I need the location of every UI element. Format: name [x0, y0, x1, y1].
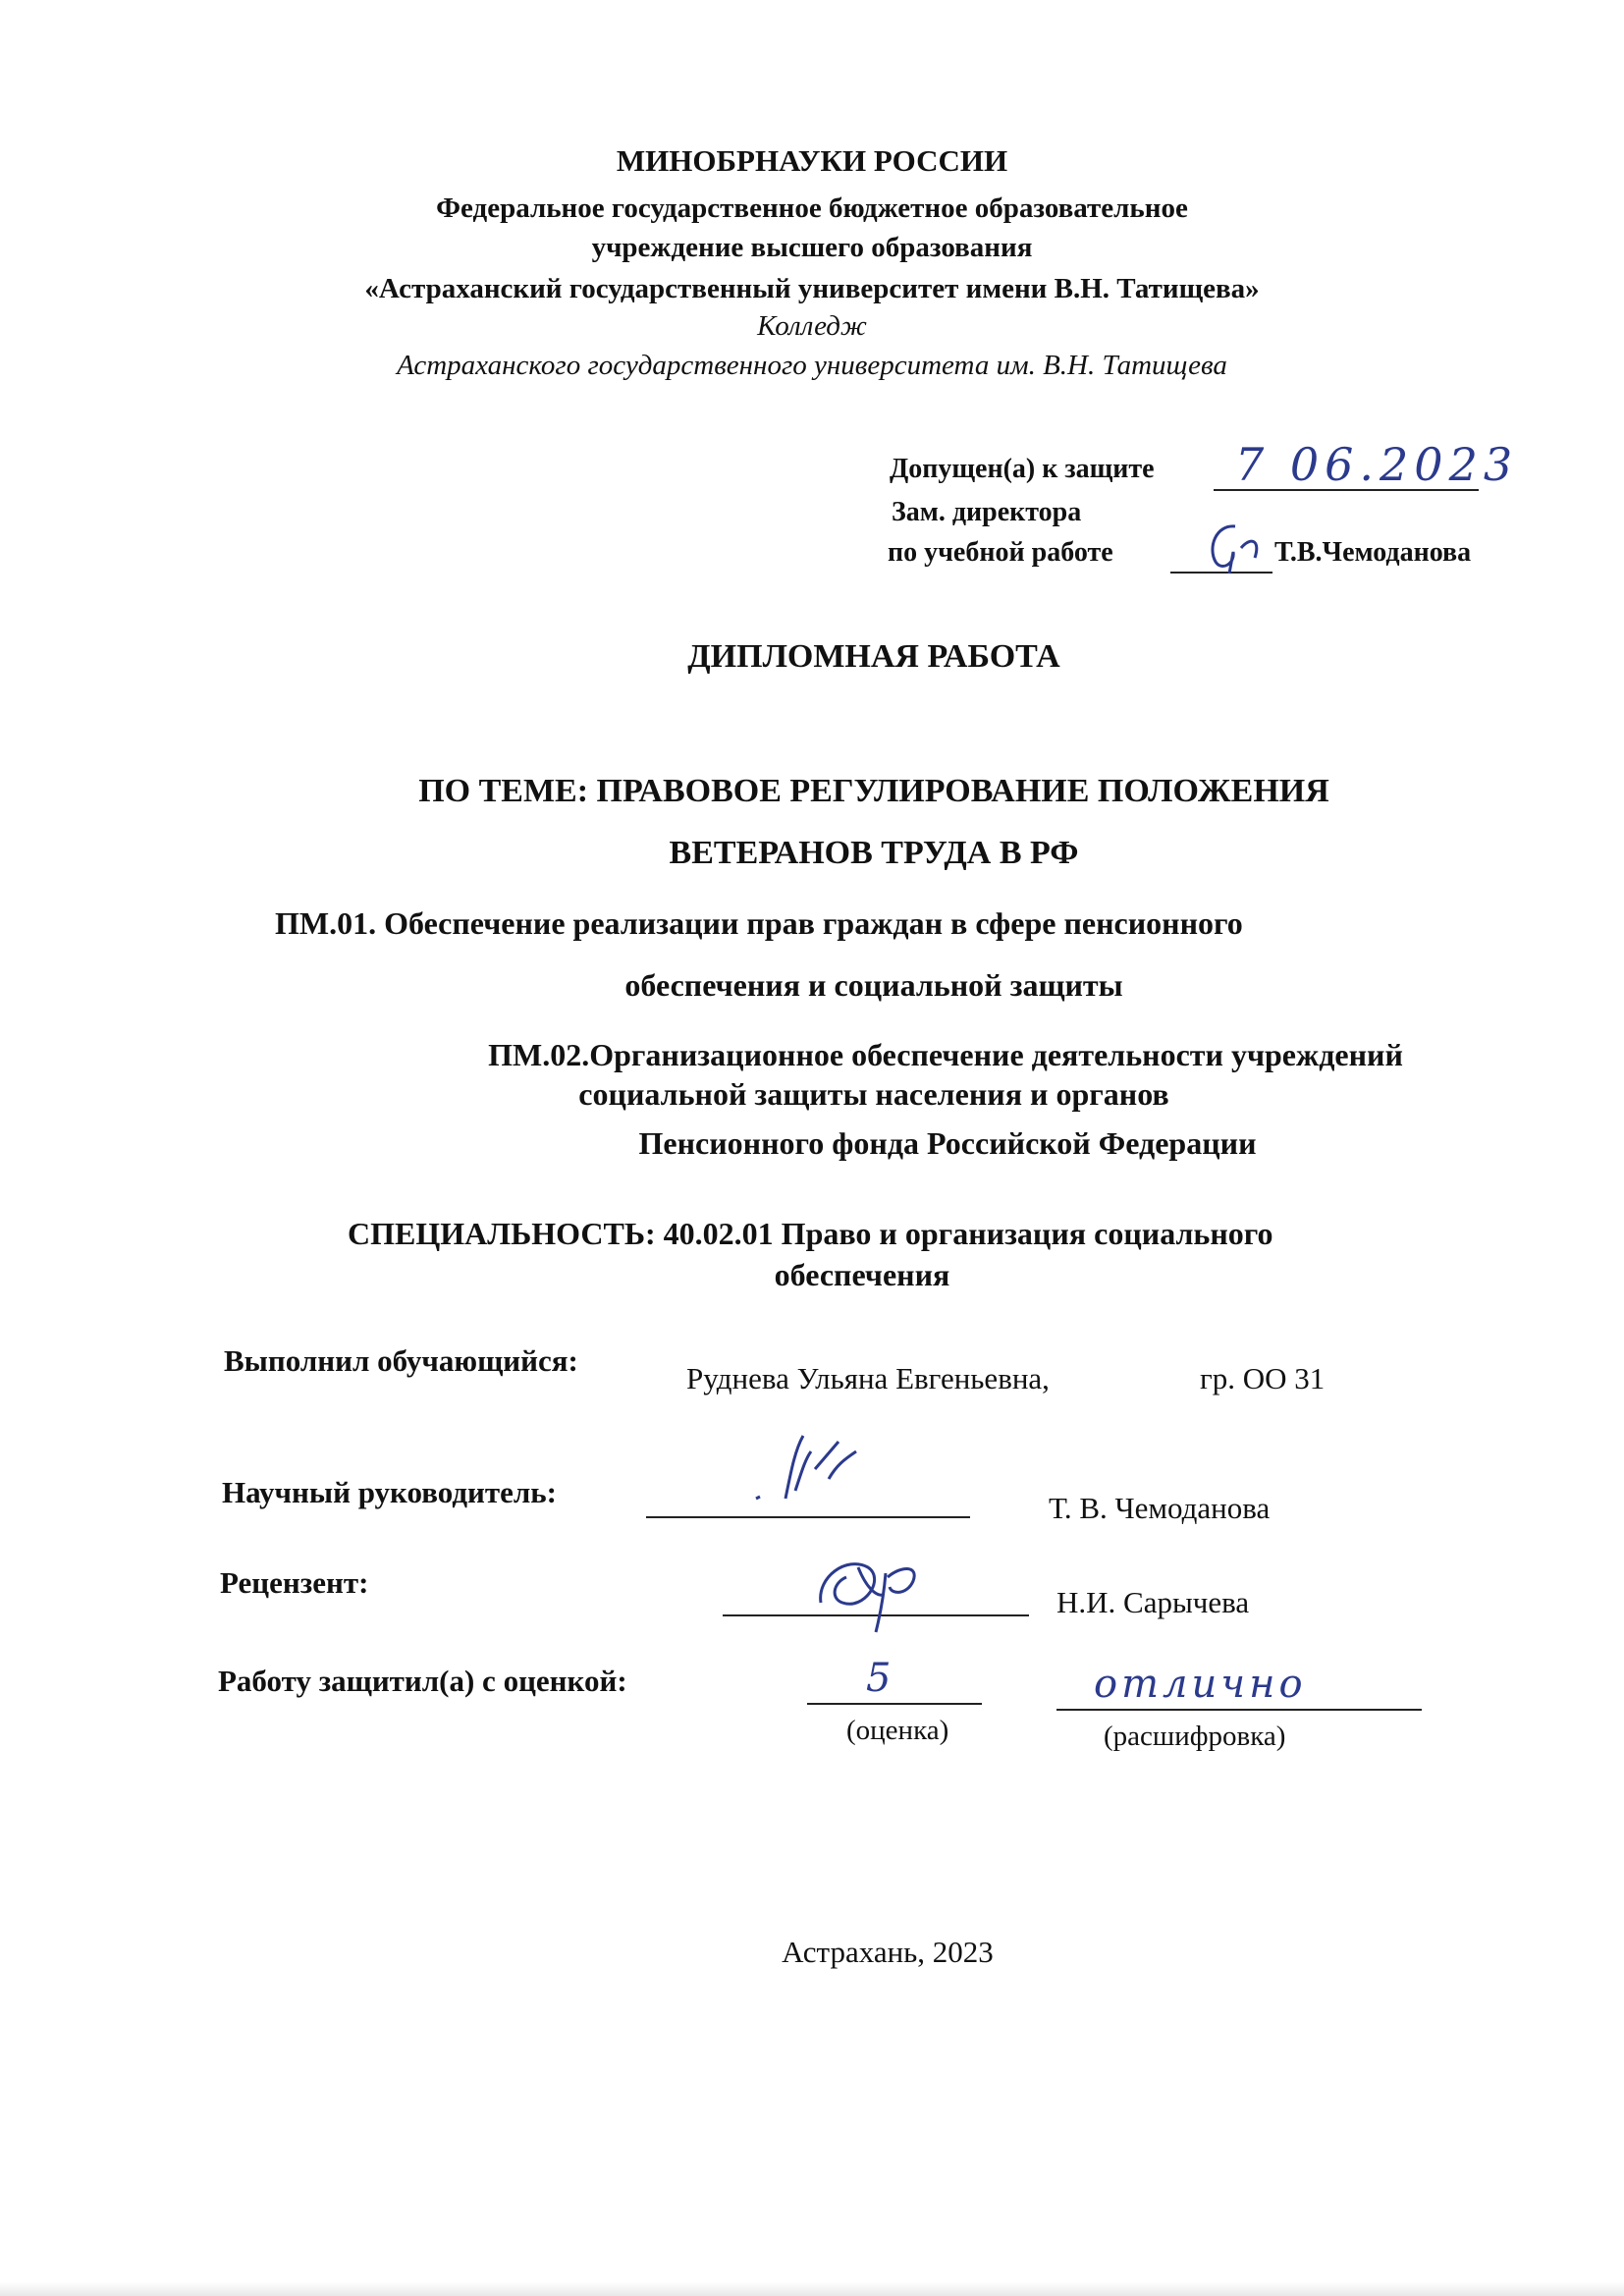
defense-label: Работу защитил(а) с оценкой:	[218, 1664, 627, 1698]
reviewer-label: Рецензент:	[220, 1565, 369, 1600]
student-label: Выполнил обучающийся:	[224, 1343, 578, 1378]
deputy-title-2: по учебной работе	[888, 537, 1113, 568]
city-year: Астрахань, 2023	[782, 1935, 994, 1969]
student-group: гр. ОО 31	[1200, 1361, 1326, 1395]
topic-line-1: ПО ТЕМЕ: ПРАВОВОЕ РЕГУЛИРОВАНИЕ ПОЛОЖЕНИЯ	[418, 773, 1329, 809]
grade-caption: (оценка)	[846, 1715, 949, 1746]
supervisor-signature	[746, 1430, 874, 1523]
reviewer-name: Н.И. Сарычева	[1056, 1585, 1250, 1619]
deputy-title: Зам. директора	[892, 497, 1082, 527]
specialty-label: СПЕЦИАЛЬНОСТЬ:	[348, 1216, 656, 1251]
admitted-label: Допущен(а) к защите	[890, 454, 1155, 484]
supervisor-label: Научный руководитель:	[222, 1475, 557, 1509]
pm02-line-2: социальной защиты населения и органов	[578, 1076, 1169, 1112]
college-full-name: Астраханского государственного университета им. В.Н. Татищева	[397, 350, 1227, 381]
grade-text-handwritten: отлично	[1094, 1662, 1307, 1707]
deputy-signature	[1196, 519, 1274, 582]
specialty-value: 40.02.01 Право и организация социального	[655, 1216, 1273, 1251]
topic-line-2: ВЕТЕРАНОВ ТРУДА В РФ	[669, 835, 1079, 871]
supervisor-name: Т. В. Чемоданова	[1049, 1491, 1271, 1525]
pm02-line-3: Пенсионного фонда Российской Федерации	[638, 1125, 1257, 1161]
ministry-title: МИНОБРНАУКИ РОССИИ	[616, 143, 1008, 178]
specialty-line-2: обеспечения	[774, 1257, 950, 1292]
pm01-line-1: ПМ.01. Обеспечение реализации прав граждан в сфере пенсионного	[275, 905, 1243, 941]
grade-line	[807, 1703, 982, 1705]
scan-bottom-edge	[0, 2282, 1624, 2296]
decode-caption: (расшифровка)	[1104, 1721, 1286, 1752]
pm02-line-1: ПМ.02.Организационное обеспечение деятельности учреждений	[488, 1037, 1403, 1072]
specialty-line-1	[348, 1216, 1273, 1252]
grade-text-line	[1056, 1709, 1422, 1711]
work-type-title: ДИПЛОМНАЯ РАБОТА	[687, 638, 1060, 675]
university-name: «Астраханский государственный университет имени В.Н. Татищева»	[364, 273, 1260, 304]
grade-handwritten: 5	[866, 1656, 892, 1701]
student-name: Руднева Ульяна Евгеньевна,	[686, 1361, 1050, 1395]
admitted-date-handwritten: 7 06.2023	[1235, 438, 1519, 491]
college-label: Колледж	[757, 310, 867, 342]
org-line-1: Федеральное государственное бюджетное образовательное	[436, 192, 1188, 224]
pm01-line-2: обеспечения и социальной защиты	[624, 967, 1123, 1003]
org-line-2: учреждение высшего образования	[591, 232, 1033, 263]
reviewer-signature	[807, 1538, 935, 1641]
deputy-name: Т.В.Чемоданова	[1274, 537, 1472, 568]
